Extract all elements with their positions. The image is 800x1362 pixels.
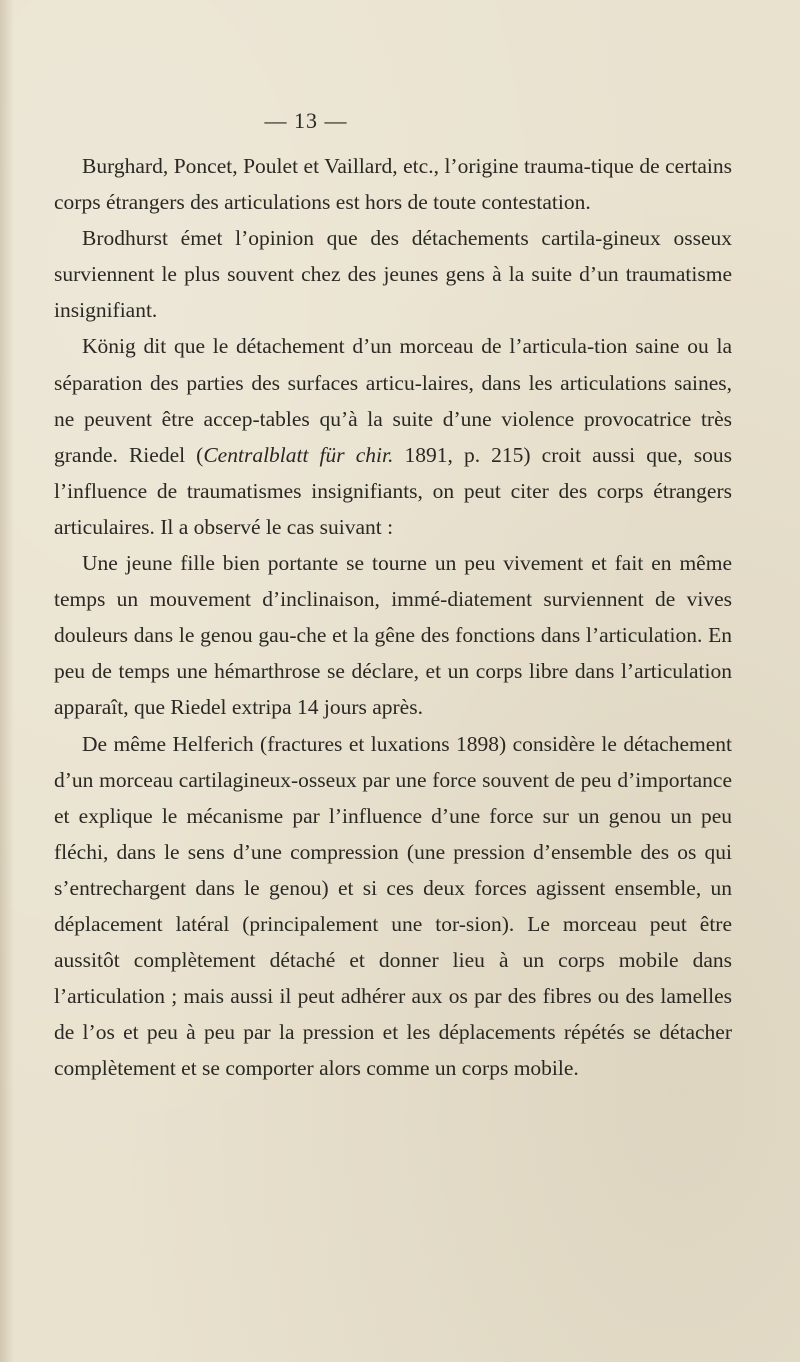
paragraph (54, 148, 732, 220)
body-text (54, 148, 732, 1086)
paragraph-text: De même Helferich (fractures et luxations 1898) considère le détachement d’un morceau cartilagineux-osseux par une force souvent de peu d’importance et explique le mécanisme par l’influence d’une force sur un genou un peu fléchi, dans le sens d’une compression (une pression d’ensemble des os qui s’entrechargent dans le genou) et si ces deux forces agissent ensemble, un déplacement latéral (principalement une tor-sion). Le morceau peut être aussitôt complètement détaché et donner lieu à un corps mobile dans l’articulation ; mais aussi il peut adhérer aux os par des fibres ou des lamelles de l’os et peu à peu par la pression et les déplacements répétés se détacher complètement et se comporter alors comme un corps mobile. (54, 731, 732, 1081)
paragraph-text: Une jeune fille bien portante se tourne un peu vivement et fait en même temps un mouvement d’inclinaison, immé-diatement surviennent de vives douleurs dans le genou gau-che et la gêne des fonctions dans l’articulation. En peu de temps une hémarthrose se déclare, et un corps libre dans l’articulation apparaît, que Riedel extripa 14 jours après. (54, 551, 732, 720)
journal-title: Centralblatt für chir. (203, 442, 394, 467)
paragraph (54, 545, 732, 725)
page-binding-shadow (0, 0, 14, 1362)
paragraph-text: König dit que le détachement d’un morceau de l’articula-tion saine ou la séparation des parties des surfaces articu-laires, dans les articulations saines, ne peuvent être accep-tables qu’à la suite d’une violence provocatrice très grande. Riedel ( (54, 334, 732, 467)
paragraph (54, 726, 732, 1087)
paragraph-text: 1891, p. 215) croit aussi que, sous l’influence de traumatismes insignifiants, on peut citer des corps étrangers articulaires. Il a observé le cas suivant : (54, 442, 732, 539)
page-number: — 13 — (264, 108, 348, 133)
paragraph-text: Brodhurst émet l’opinion que des détachements cartila-gineux osseux surviennent le plus souvent chez des jeunes gens à la suite d’un traumatisme insignifiant. (54, 226, 732, 323)
paragraph (54, 328, 732, 545)
paragraph (54, 220, 732, 328)
paragraph-text: Burghard, Poncet, Poulet et Vaillard, etc., l’origine trauma-tique de certains corps étrangers des articulations est hors de toute contestation. (54, 154, 732, 215)
